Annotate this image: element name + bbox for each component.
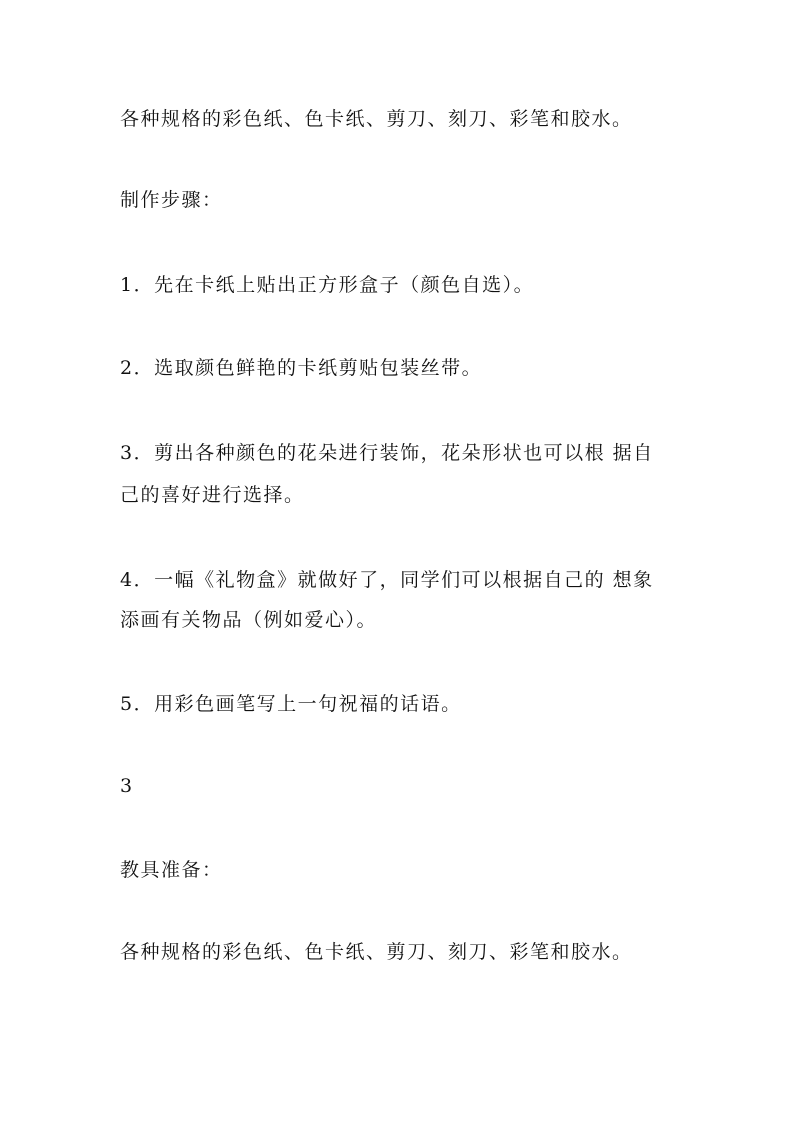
steps-heading: 制作步骤：	[120, 189, 223, 211]
step-1-text: 1．先在卡纸上贴出正方形盒子（颜色自选）。	[120, 274, 535, 296]
section-number: 3	[120, 775, 134, 797]
step-3-text-line-1: 3．剪出各种颜色的花朵进行装饰，花朵形状也可以根 据自	[120, 442, 654, 464]
step-5-text: 5．用彩色画笔写上一句祝福的话语。	[120, 693, 462, 715]
step-3-text-line-2: 己的喜好进行选择。	[120, 484, 305, 506]
step-4-text-line-1: 4．一幅《礼物盒》就做好了，同学们可以根据自己的 想象	[120, 569, 654, 591]
teaching-aids-text: 各种规格的彩色纸、色卡纸、剪刀、刻刀、彩笔和胶水。	[120, 941, 633, 963]
step-4-text-line-2: 添画有关物品（例如爱心）。	[120, 609, 378, 631]
step-2-text: 2．选取颜色鲜艳的卡纸剪贴包装丝带。	[120, 357, 483, 379]
teaching-aids-heading: 教具准备：	[120, 859, 223, 881]
materials-text: 各种规格的彩色纸、色卡纸、剪刀、刻刀、彩笔和胶水。	[120, 108, 633, 130]
